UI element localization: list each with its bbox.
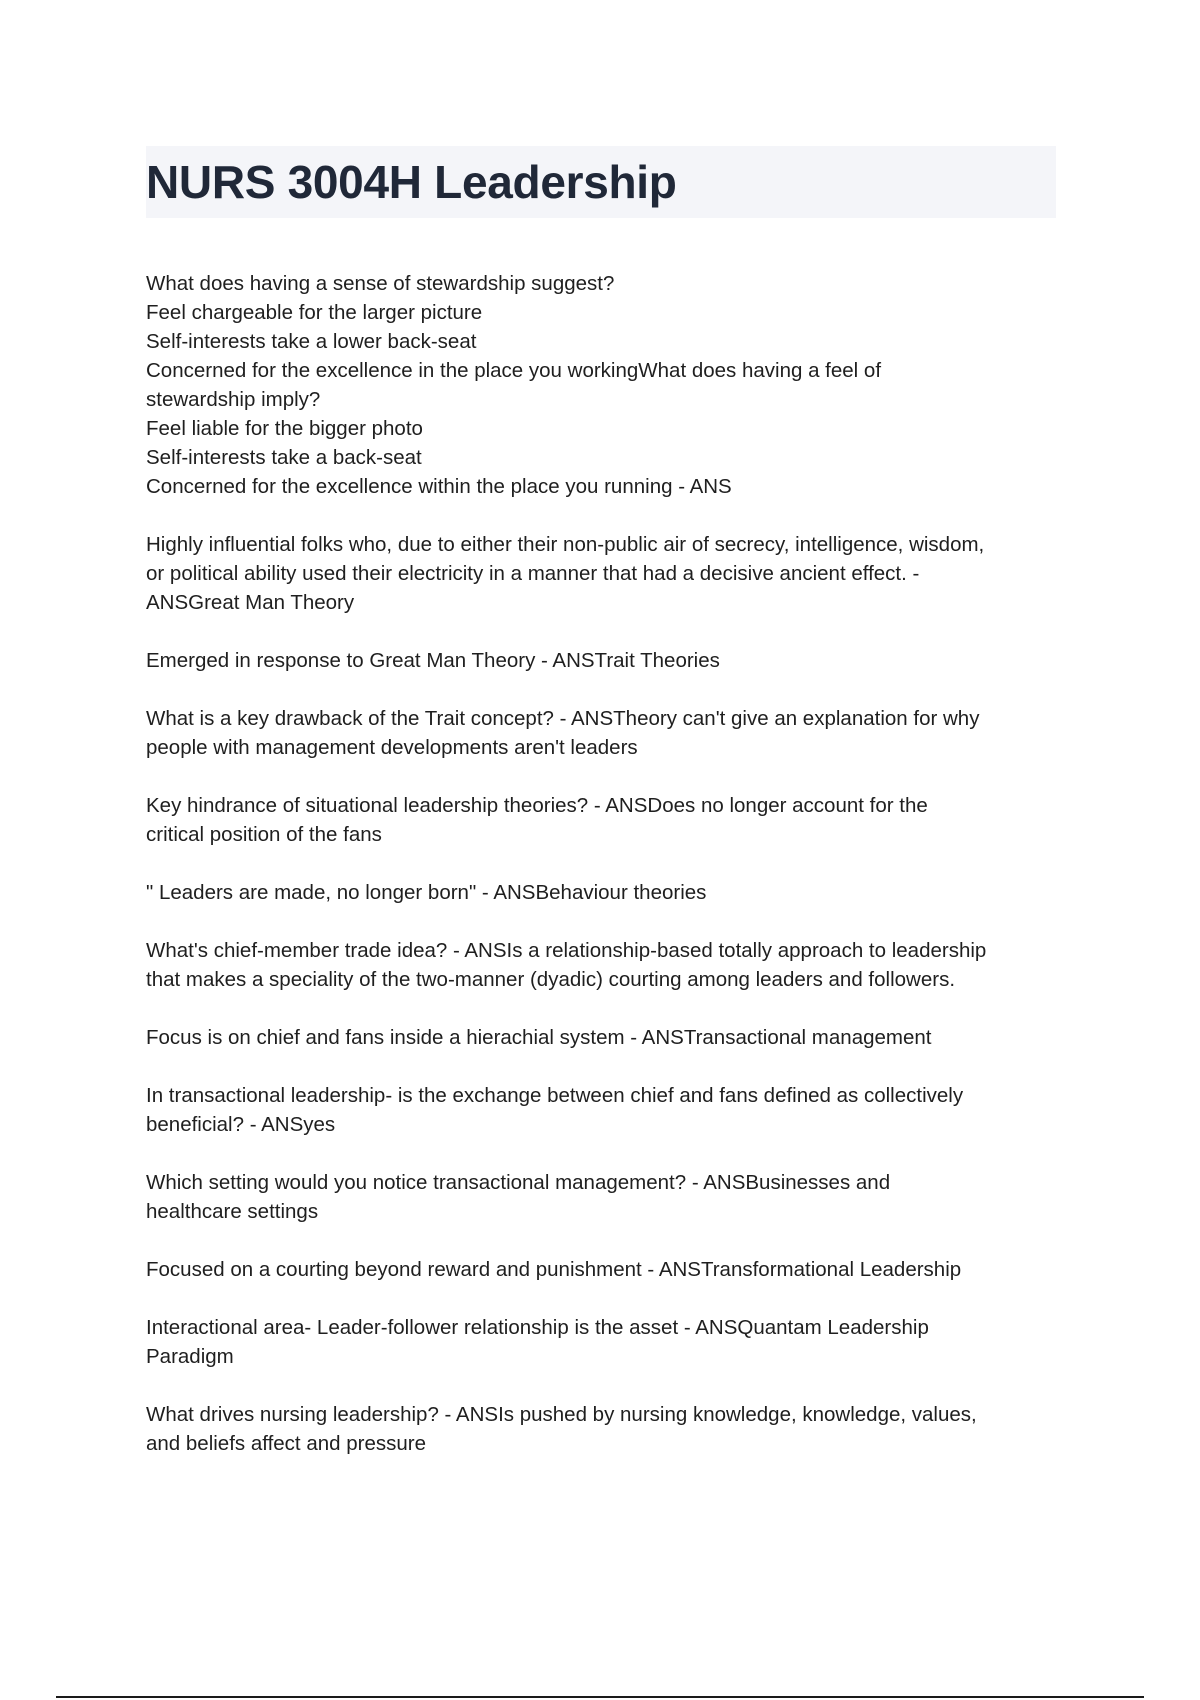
qa-line: Feel liable for the bigger photo [146,417,423,440]
qa-line: " Leaders are made, no longer born" - ANSBehaviour theories [146,881,707,904]
qa-line: Emerged in response to Great Man Theory - ANSTrait Theories [146,649,720,672]
qa-entry [146,1255,1066,1284]
qa-line: Self-interests take a back-seat [146,446,422,469]
qa-line: Concerned for the excellence within the place you running - ANS [146,475,732,498]
qa-line: and beliefs affect and pressure [146,1432,426,1455]
qa-entry [146,704,1066,762]
qa-entry [146,936,1066,994]
qa-line: Which setting would you notice transactional management? - ANSBusinesses and [146,1171,891,1194]
qa-line: Concerned for the excellence in the place you workingWhat does having a feel of [146,359,882,382]
qa-line: Highly influential folks who, due to either their non-public air of secrecy, intelligence, wisdom, [146,533,985,556]
qa-entry [146,878,1066,907]
document-body [146,269,1066,1487]
qa-line: beneficial? - ANSyes [146,1113,336,1136]
qa-line: Interactional area- Leader-follower relationship is the asset - ANSQuantam Leadership [146,1316,929,1339]
qa-line: Paradigm [146,1345,234,1368]
qa-entry [146,1168,1066,1226]
qa-entry [146,530,1066,617]
qa-entry [146,269,1066,501]
qa-line: Focused on a courting beyond reward and punishment - ANSTransformational Leadership [146,1258,962,1281]
qa-line: people with management developments aren't leaders [146,736,638,759]
qa-line: or political ability used their electricity in a manner that had a decisive ancient effect. - [146,562,920,585]
qa-line: What's chief-member trade idea? - ANSIs a relationship-based totally approach to leadership [146,939,987,962]
qa-line: In transactional leadership- is the exchange between chief and fans defined as collectively [146,1084,964,1107]
qa-line: Focus is on chief and fans inside a hierachial system - ANSTransactional management [146,1026,932,1049]
qa-line: Self-interests take a lower back-seat [146,330,477,353]
qa-entry [146,791,1066,849]
qa-entry [146,646,1066,675]
qa-entry [146,1081,1066,1139]
qa-line: critical position of the fans [146,823,382,846]
qa-line: What does having a sense of stewardship suggest? [146,272,615,295]
qa-line: Feel chargeable for the larger picture [146,301,483,324]
qa-line: Key hindrance of situational leadership theories? - ANSDoes no longer account for the [146,794,928,817]
qa-line: ANSGreat Man Theory [146,591,355,614]
qa-entry [146,1023,1066,1052]
qa-line: stewardship imply? [146,388,321,411]
footer-divider [56,1696,1144,1698]
document-title: NURS 3004H Leadership [146,156,677,208]
qa-line: What drives nursing leadership? - ANSIs pushed by nursing knowledge, knowledge, values, [146,1403,977,1426]
qa-line: What is a key drawback of the Trait concept? - ANSTheory can't give an explanation for why [146,707,980,730]
qa-line: healthcare settings [146,1200,319,1223]
qa-line: that makes a speciality of the two-manner (dyadic) courting among leaders and followers. [146,968,956,991]
qa-entry [146,1313,1066,1371]
qa-entry [146,1400,1066,1458]
